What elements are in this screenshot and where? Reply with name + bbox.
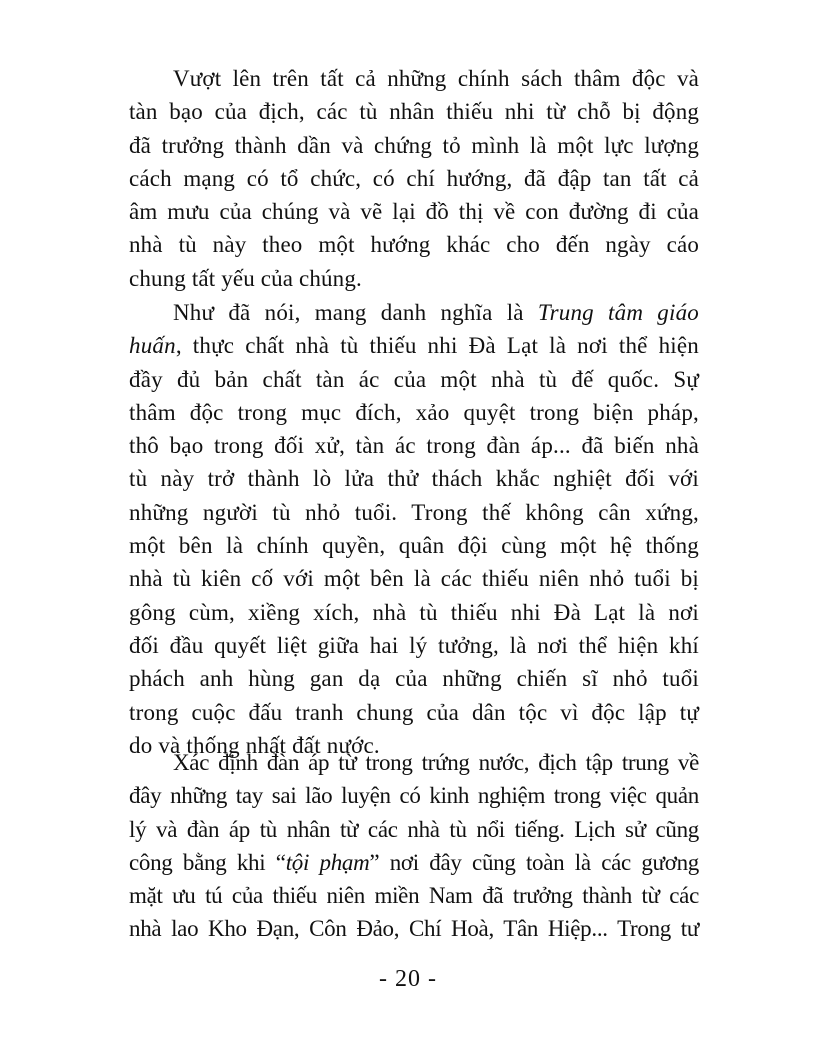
paragraph-text: , thực chất nhà tù thiếu nhi Đà Lạt là nơi thể hiện	[175, 333, 699, 359]
page-number: - 20 -	[379, 966, 437, 992]
paragraph-line: một bên là chính quyền, quân đội cùng một hệ thống	[129, 533, 699, 559]
paragraph-line	[129, 329, 699, 362]
paragraph-text: ” nơi đây cũng toàn là các gương	[369, 849, 699, 875]
paragraph-line: đầy đủ bản chất tàn ác của một nhà tù đế quốc. Sự	[129, 366, 699, 392]
italic-term: tội phạm	[285, 849, 370, 875]
italic-term: huấn	[129, 333, 176, 359]
paragraph-line: nhà tù kiên cố với một bên là các thiếu niên nhỏ tuổi bị	[129, 566, 699, 592]
paragraph-line: Xác định đàn áp từ trong trứng nước, địch tập trung về	[173, 750, 699, 775]
paragraph-line: thô bạo trong đối xử, tàn ác trong đàn áp... đã biến nhà	[129, 433, 699, 459]
paragraph-2	[129, 296, 699, 762]
paragraph-line	[129, 296, 699, 329]
paragraph-line: cách mạng có tổ chức, có chí hướng, đã đập tan tất cả	[129, 165, 699, 191]
paragraph-line: thâm độc trong mục đích, xảo quyệt trong biện pháp,	[129, 399, 699, 425]
paragraph-line: Vượt lên trên tất cả những chính sách thâm độc và	[173, 66, 699, 91]
paragraph-line: lý và đàn áp tù nhân từ các nhà tù nổi tiếng. Lịch sử cũng	[129, 816, 699, 842]
paragraph-text: Như đã nói, mang danh nghĩa là	[173, 300, 538, 325]
paragraph-line: mặt ưu tú của thiếu niên miền Nam đã trưởng thành từ các	[129, 883, 699, 909]
paragraph-line: đây những tay sai lão luyện có kinh nghiệm trong việc quản	[129, 783, 699, 809]
paragraph-line: nhà tù này theo một hướng khác cho đến ngày cáo	[129, 232, 699, 258]
italic-term: Trung tâm giáo	[537, 300, 699, 325]
paragraph-line: đã trưởng thành dần và chứng tỏ mình là một lực lượng	[129, 132, 699, 158]
paragraph-line: phách anh hùng gan dạ của những chiến sĩ nhỏ tuổi	[129, 666, 699, 692]
paragraph-line	[129, 846, 699, 879]
paragraph-line: tàn bạo của địch, các tù nhân thiếu nhi từ chỗ bị động	[129, 99, 699, 125]
paragraph-line: gông cùm, xiềng xích, nhà tù thiếu nhi Đà Lạt là nơi	[129, 599, 699, 625]
paragraph-line: những người tù nhỏ tuổi. Trong thế không cân xứng,	[129, 499, 699, 525]
paragraph-line: đối đầu quyết liệt giữa hai lý tưởng, là nơi thể hiện khí	[129, 632, 699, 658]
paragraph-line: trong cuộc đấu tranh chung của dân tộc vì độc lập tự	[129, 699, 699, 725]
paragraph-3	[129, 746, 699, 946]
paragraph-line: âm mưu của chúng và vẽ lại đồ thị về con đường đi của	[129, 199, 699, 225]
paragraph-text: công bằng khi “	[129, 849, 286, 875]
paragraph-line: do và thống nhất đất nước.	[129, 732, 380, 758]
paragraph-line: chung tất yếu của chúng.	[129, 265, 362, 291]
paragraph-line: nhà lao Kho Đạn, Côn Đảo, Chí Hoà, Tân Hiệp... Trong tư	[129, 916, 699, 942]
paragraph-line: tù này trở thành lò lửa thử thách khắc nghiệt đối với	[129, 466, 699, 492]
paragraph-1	[129, 62, 699, 295]
